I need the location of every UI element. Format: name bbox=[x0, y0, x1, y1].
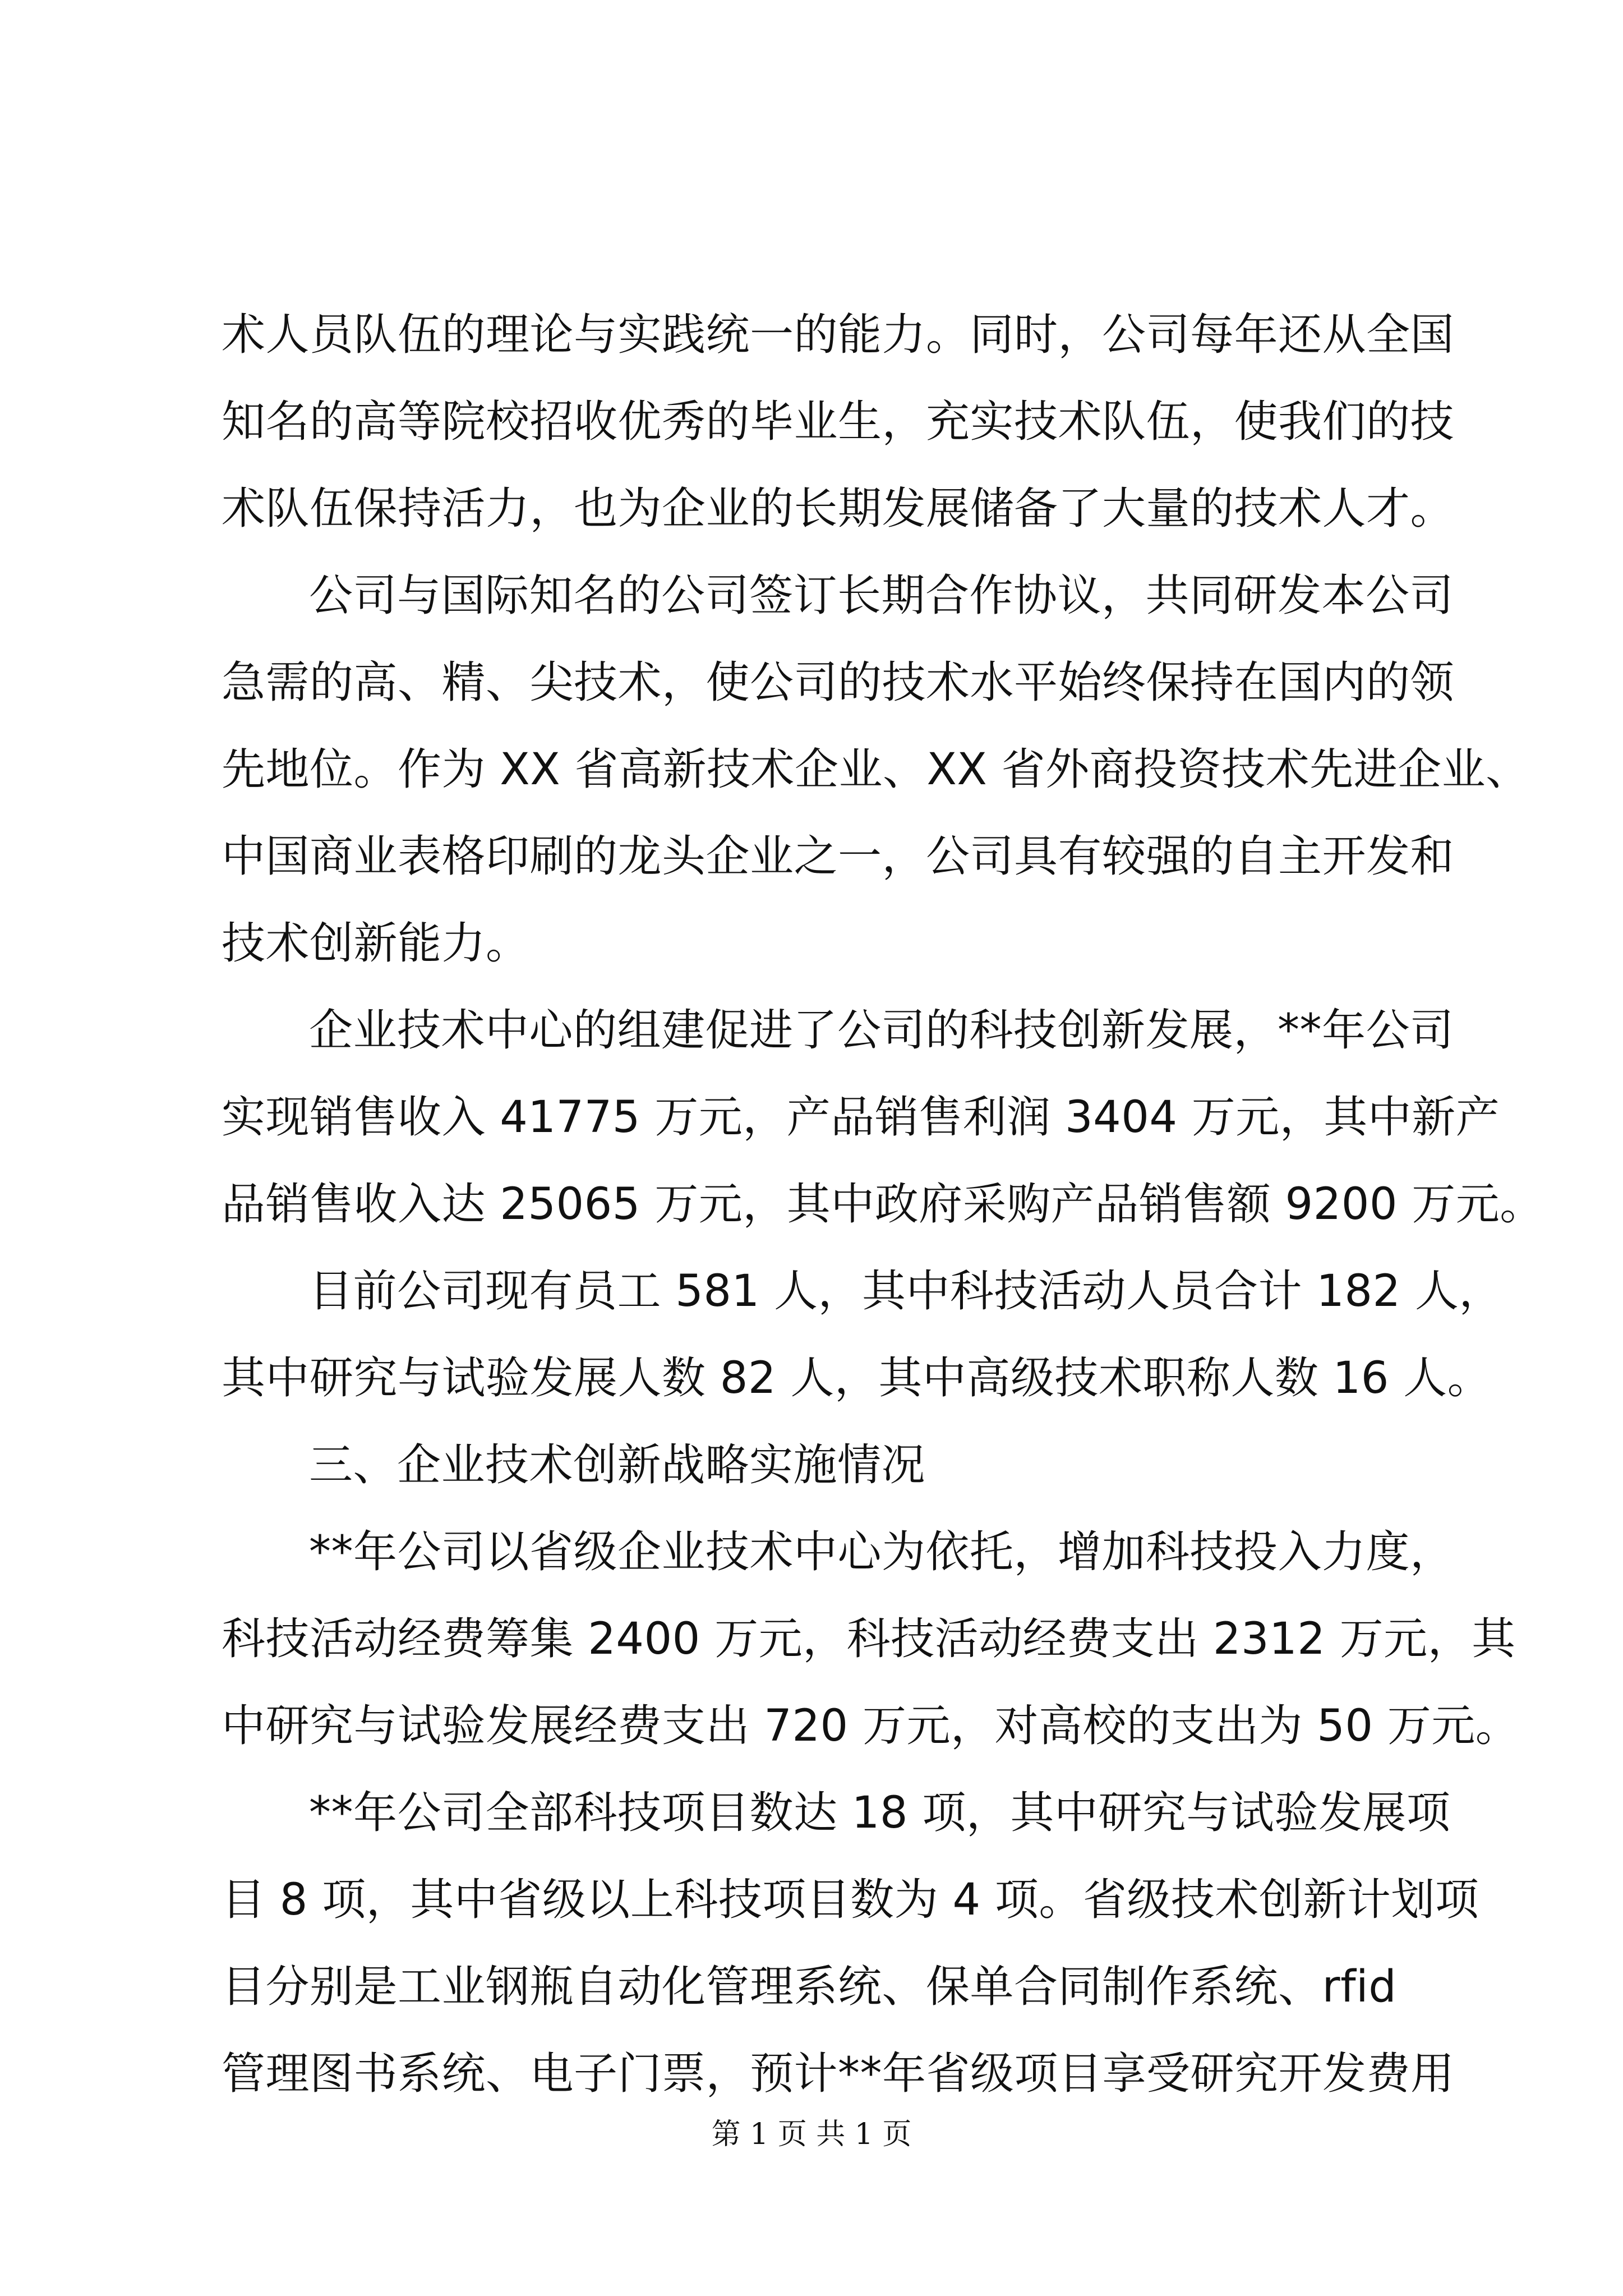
text-line: 术人员队伍的理论与实践统一的能力。同时，公司每年还从全国 bbox=[222, 310, 1455, 360]
text-line: 实现销售收入 41775 万元，产品销售利润 3404 万元，其中新产 bbox=[222, 1092, 1500, 1143]
document-body bbox=[222, 292, 1544, 2118]
text-line: 品销售收入达 25065 万元，其中政府采购产品销售额 9200 万元。 bbox=[222, 1179, 1544, 1230]
text-line: 技术创新能力。 bbox=[222, 918, 530, 969]
paragraph-first-line: 目前公司现有员工 581 人，其中科技活动人员合计 182 人， bbox=[309, 1266, 1503, 1317]
text-line: 术队伍保持活力，也为企业的长期发展储备了大量的技术人才。 bbox=[222, 484, 1455, 534]
text-line: 急需的高、精、尖技术，使公司的技术水平始终保持在国内的领 bbox=[222, 657, 1455, 708]
text-line: 目 8 项，其中省级以上科技项目数为 4 项。省级技术创新计划项 bbox=[222, 1875, 1479, 1925]
text-line: 科技活动经费筹集 2400 万元，科技活动经费支出 2312 万元，其 bbox=[222, 1614, 1516, 1664]
page-number-footer: 第 1 页 共 1 页 bbox=[711, 2118, 912, 2151]
text-line: 中研究与试验发展经费支出 720 万元，对高校的支出为 50 万元。 bbox=[222, 1701, 1520, 1751]
text-line: 先地位。作为 XX 省高新技术企业、XX 省外商投资技术先进企业、 bbox=[222, 744, 1530, 795]
section-heading: 三、企业技术创新战略实施情况 bbox=[309, 1440, 926, 1490]
paragraph-first-line: 企业技术中心的组建促进了公司的科技创新发展，**年公司 bbox=[309, 1005, 1454, 1056]
text-line: 其中研究与试验发展人数 82 人，其中高级技术职称人数 16 人。 bbox=[222, 1353, 1492, 1404]
text-line: 目分别是工业钢瓶自动化管理系统、保单合同制作系统、rfid bbox=[222, 1962, 1397, 2012]
text-line: 管理图书系统、电子门票，预计**年省级项目享受研究开发费用 bbox=[222, 2049, 1455, 2099]
paragraph-first-line: **年公司全部科技项目数达 18 项，其中研究与试验发展项 bbox=[309, 1788, 1451, 1838]
paragraph-first-line: **年公司以省级企业技术中心为依托，增加科技投入力度， bbox=[309, 1527, 1454, 1577]
text-line: 知名的高等院校招收优秀的毕业生，充实技术队伍，使我们的技 bbox=[222, 397, 1455, 447]
text-line: 中国商业表格印刷的龙头企业之一，公司具有较强的自主开发和 bbox=[222, 831, 1455, 882]
paragraph-first-line: 公司与国际知名的公司签订长期合作协议，共同研发本公司 bbox=[309, 570, 1454, 621]
